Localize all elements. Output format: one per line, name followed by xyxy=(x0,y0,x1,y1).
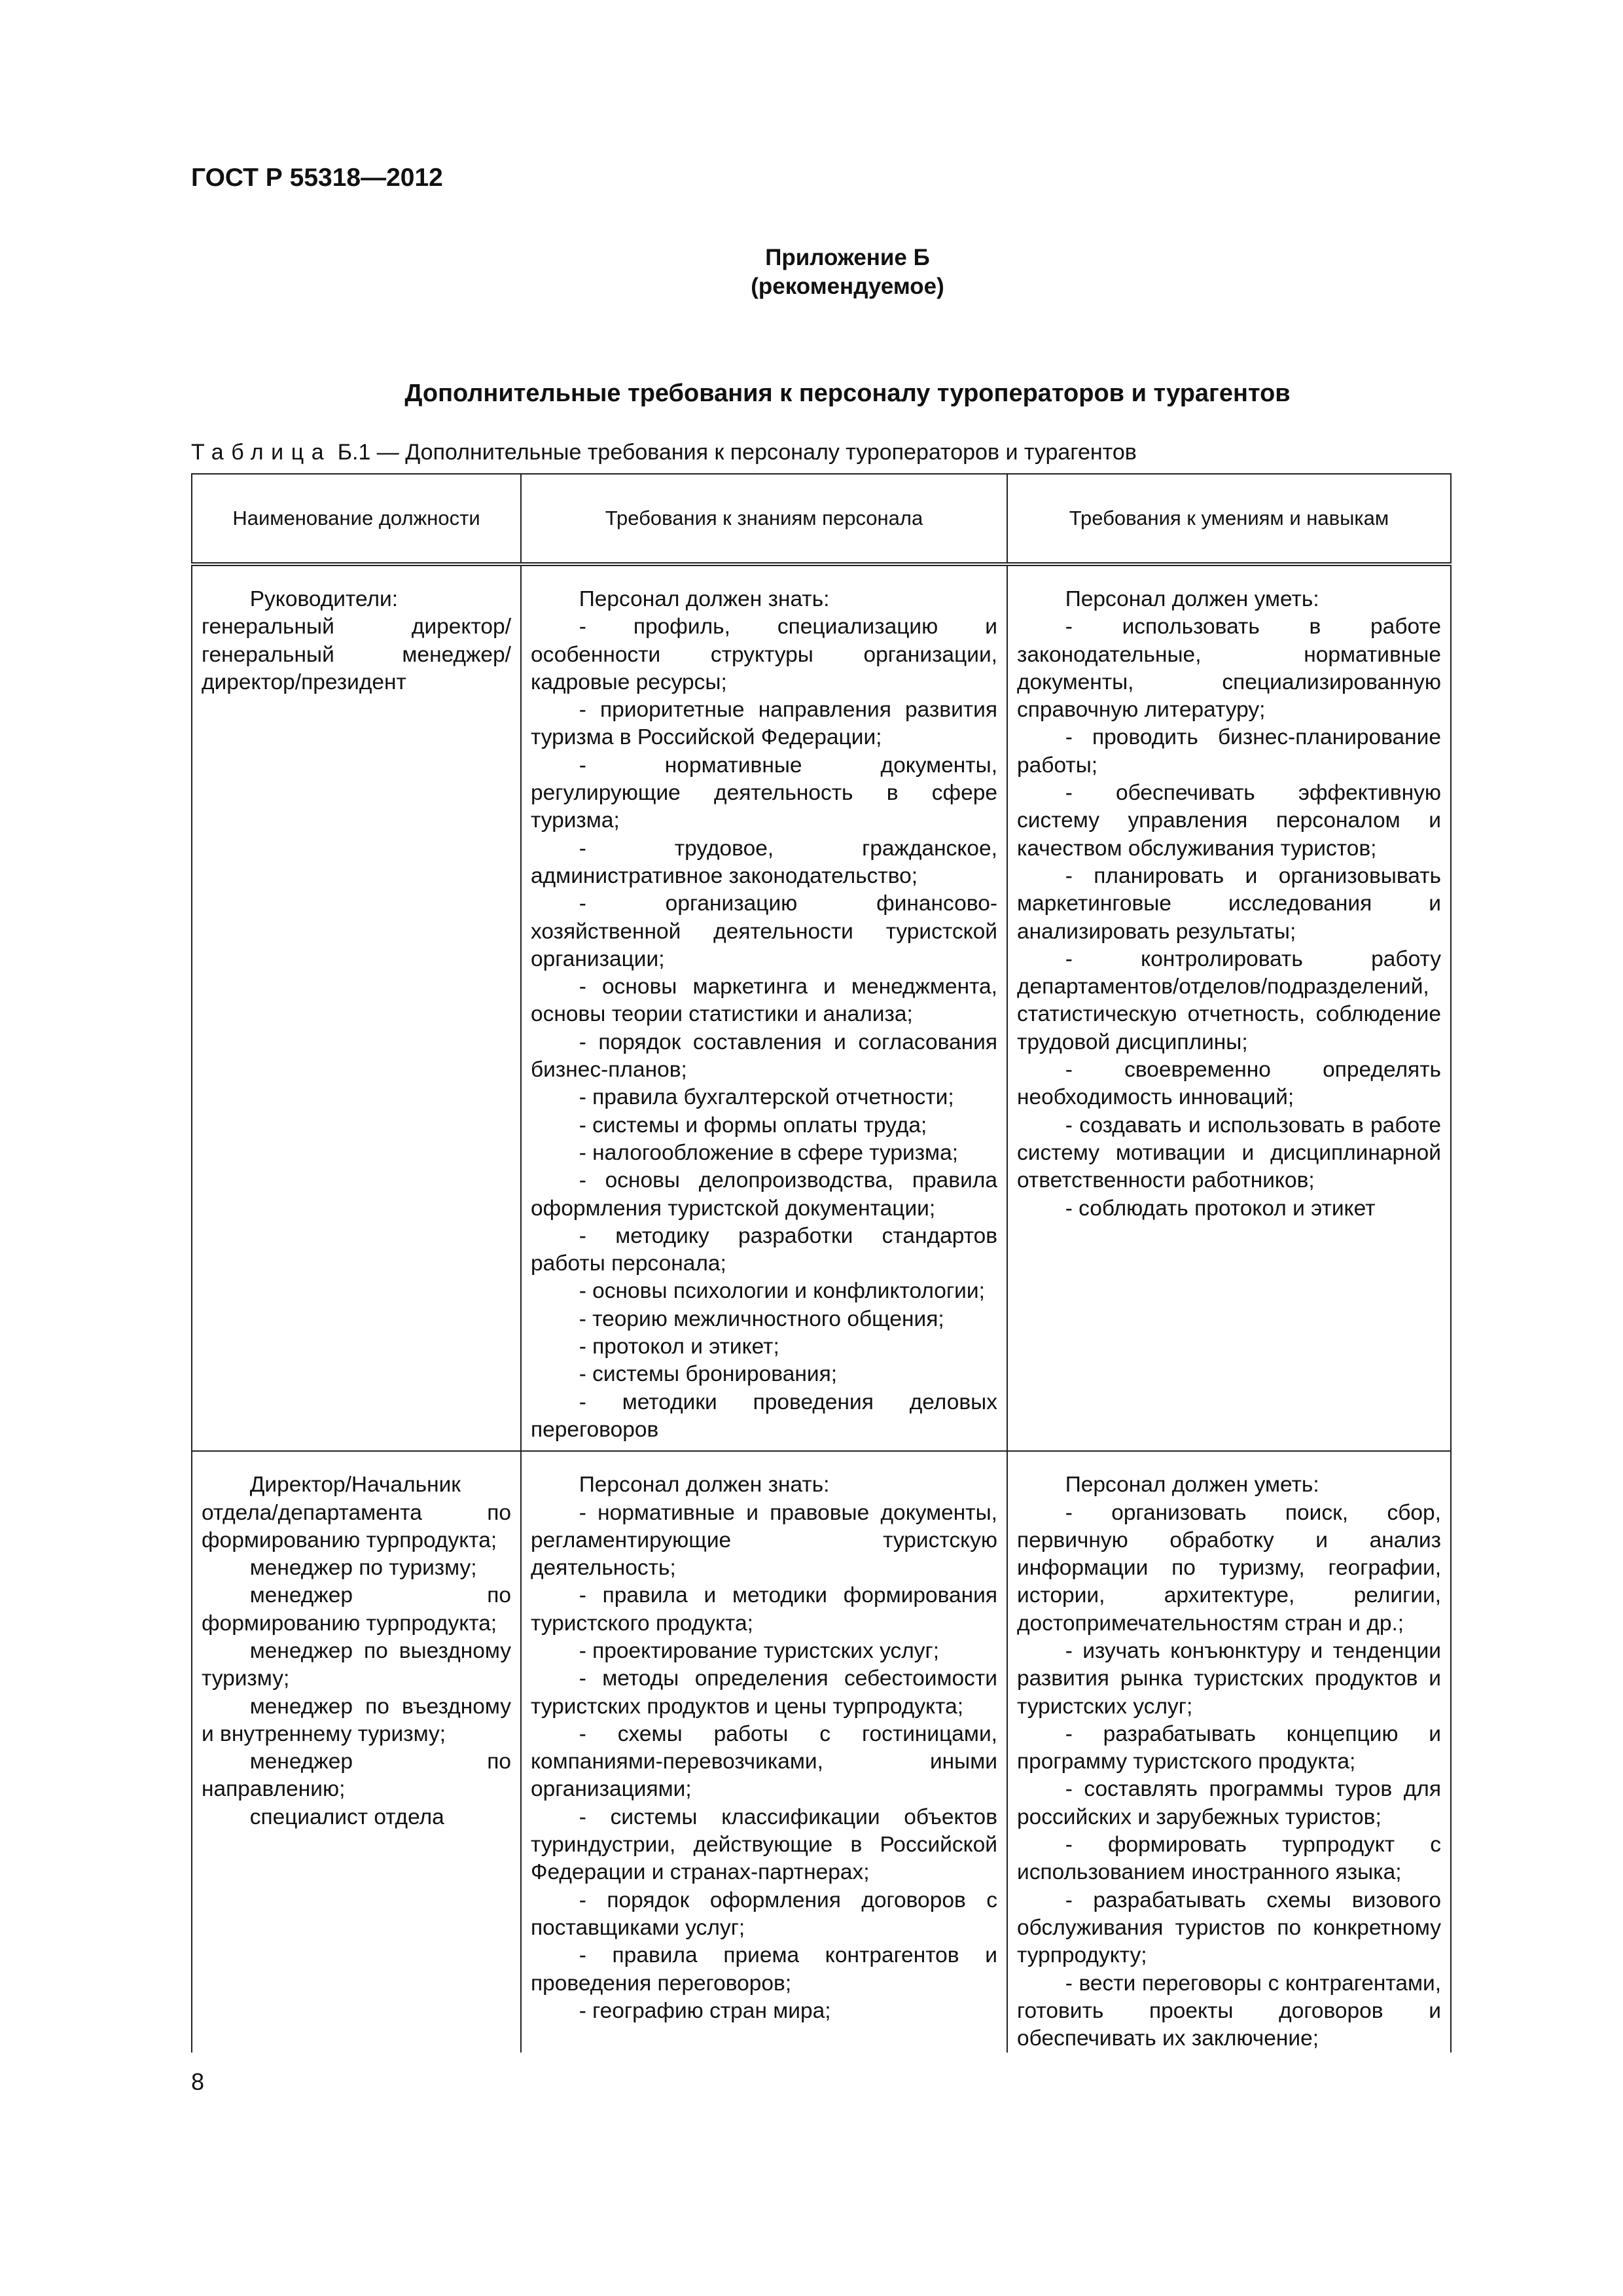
cell-paragraph: менеджер по туризму; xyxy=(249,1556,477,1581)
cell-paragraph: - правила и методики формирования туристского продукта; xyxy=(531,1583,997,1636)
appendix-status: (рекомендуемое) xyxy=(751,274,944,299)
page-number: 8 xyxy=(191,2068,205,2095)
cell-paragraph: - системы бронирования; xyxy=(579,1362,838,1387)
cell-paragraph: - контролировать работу департаментов/отделов/подразделений, статистическую отчетность, соблюдение трудовой дисциплины; xyxy=(1017,946,1441,1054)
cell-paragraph: - основы делопроизводства, правила оформления туристской документации; xyxy=(531,1168,997,1221)
cell-paragraph: - теорию межличностного общения; xyxy=(579,1306,944,1331)
cell-knowledge xyxy=(521,564,1007,1451)
cell-paragraph: - методику разработки стандартов работы персонала; xyxy=(531,1223,997,1276)
table-row xyxy=(192,564,1451,1451)
cell-paragraph: - основы маркетинга и менеджмента, основы теории статистики и анализа; xyxy=(531,975,997,1027)
cell-position xyxy=(192,1451,521,2053)
cell-paragraph: менеджер по направлению; xyxy=(202,1749,511,1802)
table-caption-label: Таблица xyxy=(191,440,332,465)
cell-paragraph: - системы классификации объектов туриндустрии, действующие в Российской Федерации и странах-партнерах; xyxy=(531,1804,997,1885)
cell-paragraph: - составлять программы туров для российских и зарубежных туристов; xyxy=(1017,1777,1441,1829)
cell-paragraph: - порядок составления и согласования бизнес-планов; xyxy=(531,1030,997,1083)
cell-paragraph: - изучать конъюнктуру и тенденции развития рынка туристских продуктов и туристских услуг; xyxy=(1017,1638,1441,1719)
cell-paragraph: - налогообложение в сфере туризма; xyxy=(579,1140,959,1165)
cell-paragraph: Персонал должен знать: xyxy=(579,1473,830,1498)
cell-skills xyxy=(1007,1451,1451,2053)
cell-paragraph: - порядок оформления договоров с поставщиками услуг; xyxy=(531,1888,997,1940)
cell-paragraph: - приоритетные направления развития туризма в Российской Федерации; xyxy=(531,698,997,750)
cell-paragraph: менеджер по формированию турпродукта; xyxy=(202,1583,511,1636)
table-caption-text: Б.1 — Дополнительные требования к персоналу туроператоров и турагентов xyxy=(337,440,1137,465)
header-knowledge: Требования к знаниям персонала xyxy=(521,474,1007,564)
cell-paragraph: - планировать и организовывать маркетинговые исследования и анализировать результаты; xyxy=(1017,863,1441,944)
cell-paragraph: Руководители: генеральный директор/генеральный менеджер/директор/президент xyxy=(202,587,511,694)
cell-paragraph: - создавать и использовать в работе систему мотивации и дисциплинарной ответственности работников; xyxy=(1017,1113,1441,1193)
cell-paragraph: менеджер по въездному и внутреннему туризму; xyxy=(202,1694,511,1746)
cell-paragraph: Персонал должен знать: xyxy=(579,587,830,611)
table-row xyxy=(192,1451,1451,2053)
cell-paragraph: - правила приема контрагентов и проведения переговоров; xyxy=(531,1943,997,1996)
cell-paragraph: - системы и формы оплаты труда; xyxy=(579,1113,927,1138)
appendix-title: Приложение Б xyxy=(765,245,930,270)
cell-paragraph: - проводить бизнес-планирование работы; xyxy=(1017,725,1441,778)
cell-paragraph: - использовать в работе законодательные, нормативные документы, специализированную справочную литературу; xyxy=(1017,615,1441,723)
cell-paragraph: - обеспечивать эффективную систему управления персоналом и качеством обслуживания туристов; xyxy=(1017,781,1441,861)
cell-paragraph: - схемы работы с гостиницами, компаниями-перевозчиками, иными организациями; xyxy=(531,1721,997,1802)
cell-paragraph: - профиль, специализацию и особенности структуры организации, кадровые ресурсы; xyxy=(531,615,997,694)
cell-skills xyxy=(1007,564,1451,1451)
cell-paragraph: - соблюдать протокол и этикет xyxy=(1065,1196,1376,1221)
cell-paragraph: - разрабатывать схемы визового обслуживания туристов по конкретному турпродукту; xyxy=(1017,1888,1441,1968)
table-caption xyxy=(191,440,1137,465)
section-title: Дополнительные требования к персоналу туроператоров и турагентов xyxy=(404,380,1291,407)
cell-paragraph: - трудовое, гражданское, административное законодательство; xyxy=(531,836,997,888)
appendix-heading xyxy=(0,243,1623,301)
cell-paragraph: - проектирование туристских услуг; xyxy=(579,1638,940,1663)
cell-paragraph: Директор/Начальник отдела/департамента по формированию турпродукта; xyxy=(202,1473,511,1552)
cell-paragraph: - методы определения себестоимости туристских продуктов и цены турпродукта; xyxy=(531,1666,997,1719)
cell-paragraph: - географию стран мира; xyxy=(579,1998,831,2023)
header-position: Наименование должности xyxy=(192,474,521,564)
document-code: ГОСТ Р 55318—2012 xyxy=(191,164,443,192)
cell-paragraph: - методики проведения деловых переговоров xyxy=(531,1390,997,1442)
cell-paragraph: - организацию финансово-хозяйственной деятельности туристской организации; xyxy=(531,891,997,971)
cell-paragraph: специалист отдела xyxy=(249,1804,444,1829)
cell-paragraph: - нормативные и правовые документы, регламентирующие туристскую деятельность; xyxy=(531,1500,997,1581)
cell-paragraph: - основы психологии и конфликтологии; xyxy=(579,1279,985,1304)
cell-paragraph: - разрабатывать концепцию и программу туристского продукта; xyxy=(1017,1721,1441,1774)
cell-paragraph: - нормативные документы, регулирующие деятельность в сфере туризма; xyxy=(531,753,997,833)
cell-knowledge xyxy=(521,1451,1007,2053)
header-skills: Требования к умениям и навыкам xyxy=(1007,474,1451,564)
cell-paragraph: Персонал должен уметь: xyxy=(1065,1473,1319,1498)
cell-paragraph: - организовать поиск, сбор, первичную обработку и анализ информации по туризму, географии, истории, архитектуре, религии, достопримечательностям стран и др.; xyxy=(1017,1500,1441,1636)
cell-paragraph: менеджер по выездному туризму; xyxy=(202,1638,511,1691)
cell-position xyxy=(192,564,521,1451)
table-header-row xyxy=(192,474,1451,564)
cell-paragraph: Персонал должен уметь: xyxy=(1065,587,1319,611)
cell-paragraph: - своевременно определять необходимость инноваций; xyxy=(1017,1058,1441,1110)
requirements-table xyxy=(191,473,1452,2053)
cell-paragraph: - формировать турпродукт с использованием иностранного языка; xyxy=(1017,1833,1441,1885)
cell-paragraph: - протокол и этикет; xyxy=(579,1335,779,1359)
cell-paragraph: - правила бухгалтерской отчетности; xyxy=(579,1085,954,1110)
cell-paragraph: - вести переговоры с контрагентами, готовить проекты договоров и обеспечивать их заключение; xyxy=(1017,1971,1441,2051)
